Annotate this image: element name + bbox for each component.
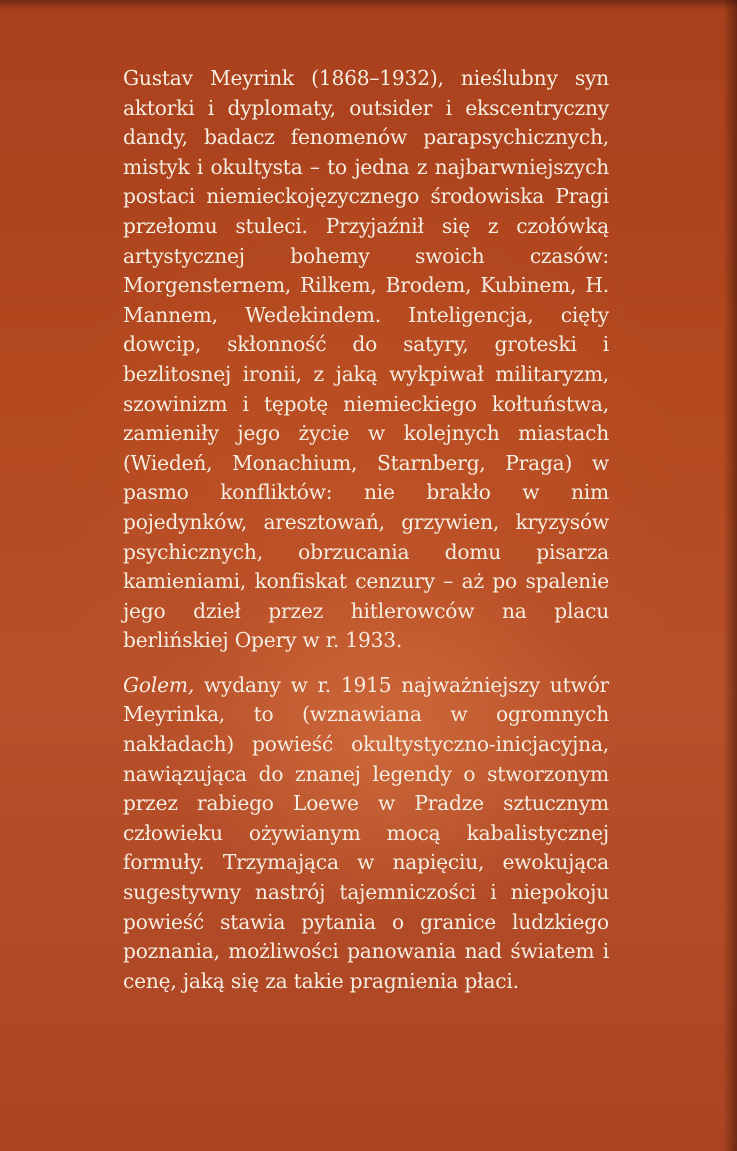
- blurb-paragraph-book: [123, 671, 609, 997]
- blurb-paragraph-author: [123, 64, 609, 656]
- book-description-text: wydany w r. 1915 najważniejszy utwór Meyrinka, to (wznawiana w ogromnych nakładach) powieść okultystyczno-inicjacyjna, nawiązująca do znanej legendy o stworzonym przez rabiego Loewe w Pradze sztucznym człowieku ożywianym mocą kabalistycznej formuły. Trzymająca w napięciu, ewokująca sugestywny nastrój tajemniczości i niepokoju powieść stawia pytania o granice ludzkiego poznania, możliwości panowania nad światem i cenę, jaką się za takie pragnienia płaci.: [123, 672, 610, 993]
- book-title: Golem,: [123, 672, 195, 697]
- author-bio-text: Gustav Meyrink (1868–1932), nieślubny syn aktorki i dyplomaty, outsider i ekscentryczny dandy, badacz fenomenów parapsychicznych, mistyk i okultysta – to jedna z najbarwniejszych postaci niemieckojęzycznego środowiska Pragi przełomu stuleci. Przyjaźnił się z czołówką artystycznej bohemy swoich czasów: Morgensternem, Rilkem, Brodem, Kubinem, H. Mannem, Wedekindem. Inteligencja, cięty dowcip, skłonność do satyry, groteski i bezlitosnej ironii, z jaką wykpiwał militaryzm, szowinizm i tępotę niemieckiego kołtuństwa, zamieniły jego życie w kolejnych miastach (Wiedeń, Monachium, Starnberg, Praga) w pasmo konfliktów: nie brakło w nim pojedynków, aresztowań, grzywien, kryzysów psychicznych, obrzucania domu pisarza kamieniami, konfiskat cenzury – aż po spalenie jego dzieł przez hitlerowców na placu berlińskiej Opery w r. 1933.: [123, 66, 609, 653]
- cover-blurb: [123, 64, 609, 996]
- cover-top-edge: [0, 0, 737, 10]
- cover-spine-edge: [723, 0, 737, 1151]
